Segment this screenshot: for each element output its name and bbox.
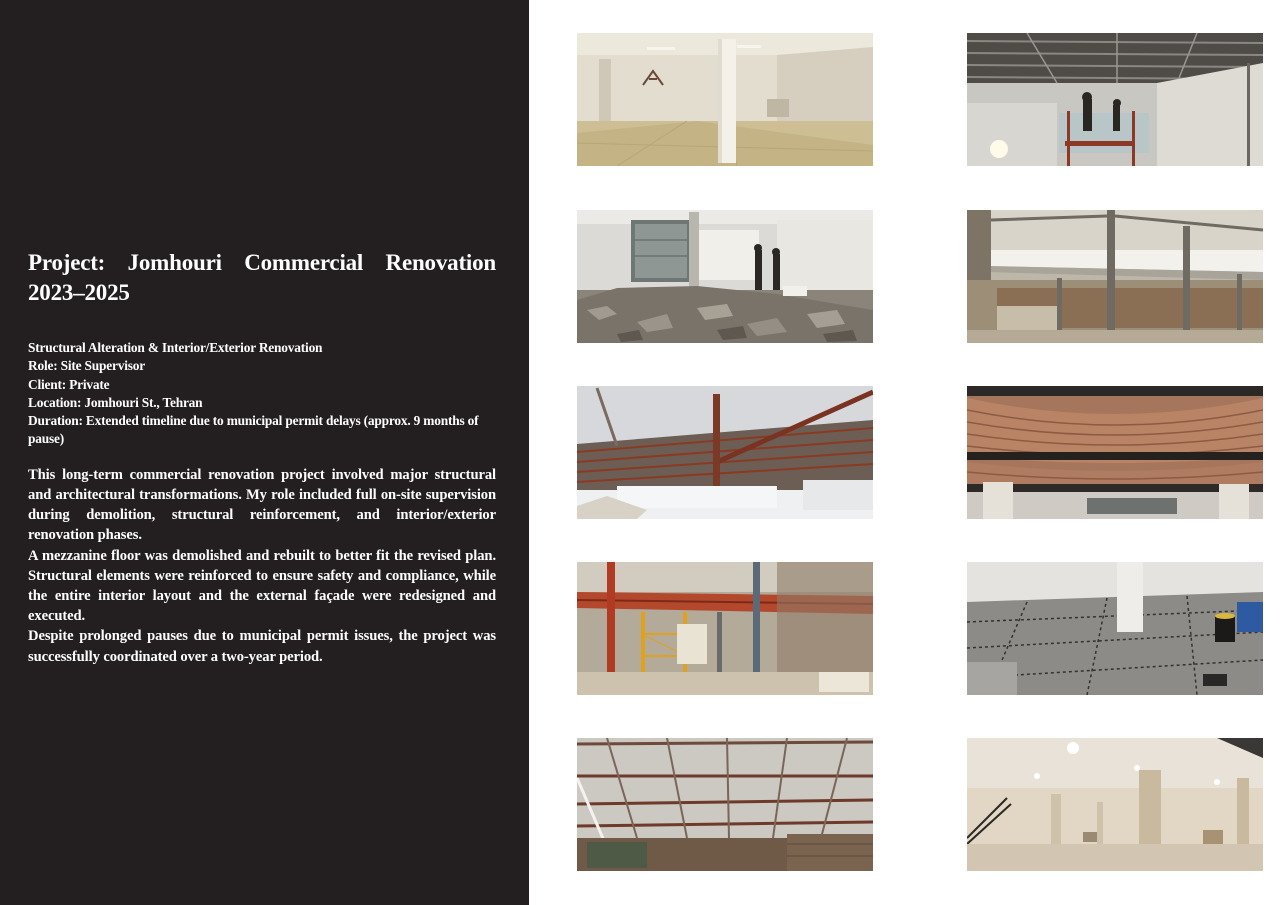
photo-mezzanine-steel-structure: [967, 210, 1263, 343]
photo-concrete-floor-grid: [967, 562, 1263, 695]
project-title: [28, 248, 496, 308]
project-description: [28, 465, 496, 667]
photo-empty-interior-with-column: [577, 33, 873, 166]
photo-brick-vault-ceiling: [967, 386, 1263, 519]
project-text-block: [28, 248, 496, 667]
project-duration: Duration: Extended timeline due to municipal permit delays (approx. 9 months of pause): [28, 413, 479, 447]
photo-jack-arch-ceiling-beams: [577, 738, 873, 871]
project-title-line-2: 2023–2025: [28, 280, 130, 305]
project-info-panel: [0, 0, 529, 905]
project-client: Client: Private: [28, 376, 110, 392]
project-subtitle: Structural Alteration & Interior/Exterior Renovation: [28, 340, 323, 355]
description-paragraph-2: A mezzanine floor was demolished and rebuilt to better fit the revised plan. Structural elements were reinforced to ensure safety and compliance, while the entire interior layout and the external façade were redesigned and executed.: [28, 547, 496, 625]
project-location: Location: Jomhouri St., Tehran: [28, 394, 203, 410]
project-title-line-1: Project: Jomhouri Commercial Renovation: [28, 250, 496, 275]
description-paragraph-3: Despite prolonged pauses due to municipal permit issues, the project was successfully coordinated over a two-year period.: [28, 628, 496, 665]
project-details: [28, 339, 496, 449]
photo-demolition-debris-floor: [577, 210, 873, 343]
photo-red-steel-frame-with-scaffold: [577, 562, 873, 695]
photo-finished-interior-with-lights: [967, 738, 1263, 871]
project-role: Role: Site Supervisor: [28, 358, 146, 374]
photo-steel-beam-ceiling-framing: [577, 386, 873, 519]
description-paragraph-1: This long-term commercial renovation project involved major structural and architectural transformations. My role included full on-site supervision during demolition, structural reinforcement, and interior/exterior renovation phases.: [28, 466, 496, 544]
photo-workers-on-scaffold-ceiling: [967, 33, 1263, 166]
